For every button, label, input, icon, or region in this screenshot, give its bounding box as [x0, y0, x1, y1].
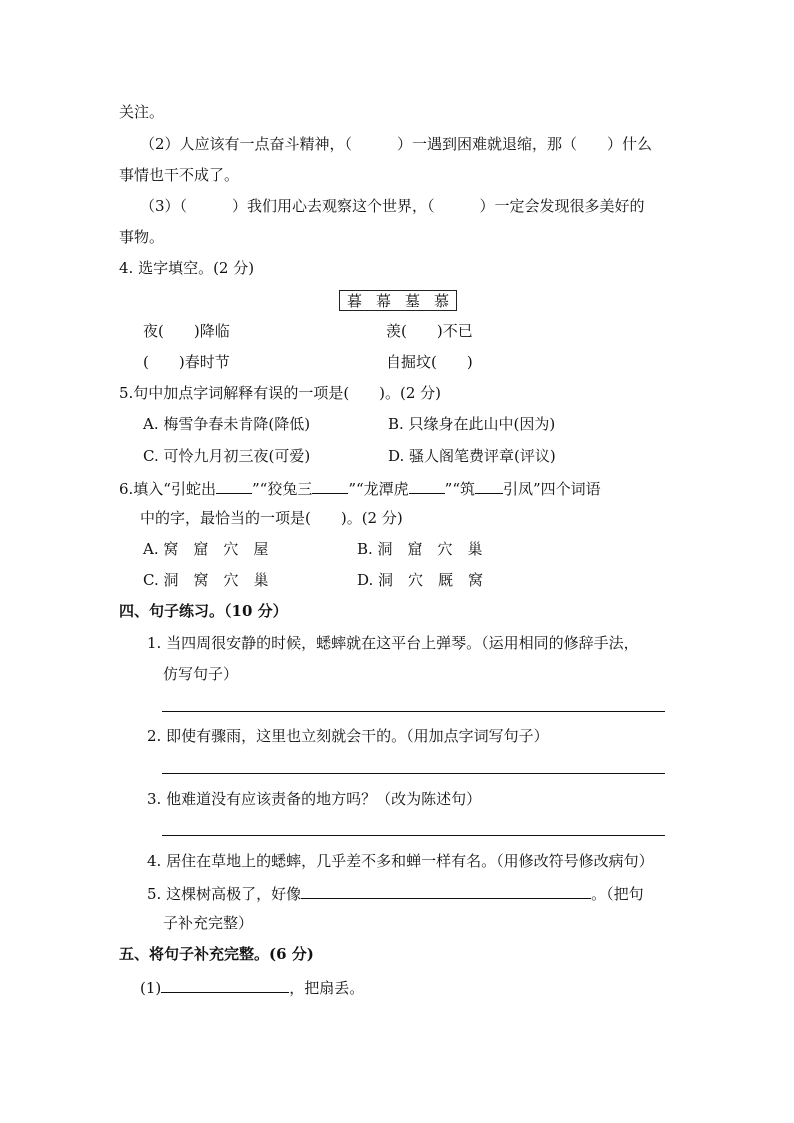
- text-segment: 引凤”四个词语: [503, 480, 601, 498]
- text-line: 仿写句子）: [163, 665, 239, 683]
- exercise-item: 3. 他难道没有应该责备的地方吗？（改为陈述句）: [147, 790, 482, 808]
- option-d: D. 洞 穴 厩 窝: [357, 571, 484, 589]
- text-line: （3）（ ）我们用心去观察这个世界，（ ）一定会发现很多美好的: [140, 197, 645, 215]
- text-segment: (1): [140, 979, 162, 997]
- option-a: A. 梅雪争春未肯降(降低): [143, 415, 311, 433]
- question-heading: 5.句中加点字词解释有误的一项是( )。(2 分): [119, 384, 442, 402]
- answer-line: [162, 711, 665, 712]
- choice-char: 墓: [404, 292, 420, 310]
- fill-item: 自掘坟( ): [386, 353, 473, 371]
- text-segment: ”“筑: [444, 480, 476, 498]
- choice-char: 幕: [375, 292, 391, 310]
- choice-char: 慕: [433, 292, 449, 310]
- option-a: A. 窝 窟 穴 屋: [143, 540, 269, 558]
- exercise-item: [147, 882, 644, 904]
- answer-line: [162, 773, 665, 774]
- text-line: 子补充完整）: [163, 914, 254, 932]
- text-segment: ”“狡兔三: [251, 480, 313, 498]
- option-c: C. 可怜九月初三夜(可爱): [143, 447, 311, 465]
- text-segment: 5. 这棵树高极了，好像: [147, 885, 302, 903]
- text-segment: ”“龙潭虎: [348, 480, 409, 498]
- text-line: 事情也干不成了。: [119, 166, 240, 184]
- text-segment: 。（把句: [591, 885, 644, 903]
- text-line: （2）人应该有一点奋斗精神，（ ）一遇到困难就退缩，那（ ）什么: [140, 135, 653, 153]
- option-b: B. 只缘身在此山中(因为): [388, 415, 556, 433]
- text-segment: ，把扇丢。: [289, 979, 365, 997]
- text-line: 事物。: [119, 228, 165, 246]
- exercise-item: 1. 当四周很安静的时候，蟋蟀就在这平台上弹琴。（运用相同的修辞手法，: [147, 634, 639, 652]
- question-heading: [119, 477, 601, 499]
- exercise-item: 4. 居住在草地上的蟋蟀，几乎差不多和蝉一样有名。（用修改符号修改病句）: [147, 852, 654, 870]
- blank-line: [409, 477, 445, 494]
- fill-item: 夜( )降临: [143, 322, 230, 340]
- blank-line: [161, 976, 289, 993]
- text-line: 关注。: [119, 103, 165, 121]
- choice-char: 暮: [346, 292, 362, 310]
- blank-line: [216, 477, 252, 494]
- option-b: B. 洞 窟 穴 巢: [357, 540, 483, 558]
- section-heading: 四、句子练习。（10 分）: [119, 602, 288, 620]
- blank-line: [301, 882, 591, 899]
- fill-item: ( )春时节: [143, 353, 230, 371]
- option-c: C. 洞 窝 穴 巢: [143, 571, 269, 589]
- blank-line: [312, 477, 348, 494]
- answer-line: [162, 835, 665, 836]
- exercise-item: [140, 976, 364, 998]
- character-choice-box: [339, 290, 457, 311]
- option-d: D. 骚人阁笔费评章(评议): [388, 447, 556, 465]
- text-segment: 6.填入“引蛇出: [119, 480, 216, 498]
- exercise-item: 2. 即使有骤雨，这里也立刻就会干的。（用加点字词写句子）: [147, 727, 549, 745]
- section-heading: 五、将句子补充完整。(6 分): [119, 945, 314, 963]
- blank-line: [475, 477, 503, 494]
- fill-item: 羡( )不已: [386, 322, 473, 340]
- text-line: 中的字，最恰当的一项是( )。(2 分): [140, 509, 403, 527]
- question-heading: 4. 选字填空。(2 分): [119, 259, 255, 277]
